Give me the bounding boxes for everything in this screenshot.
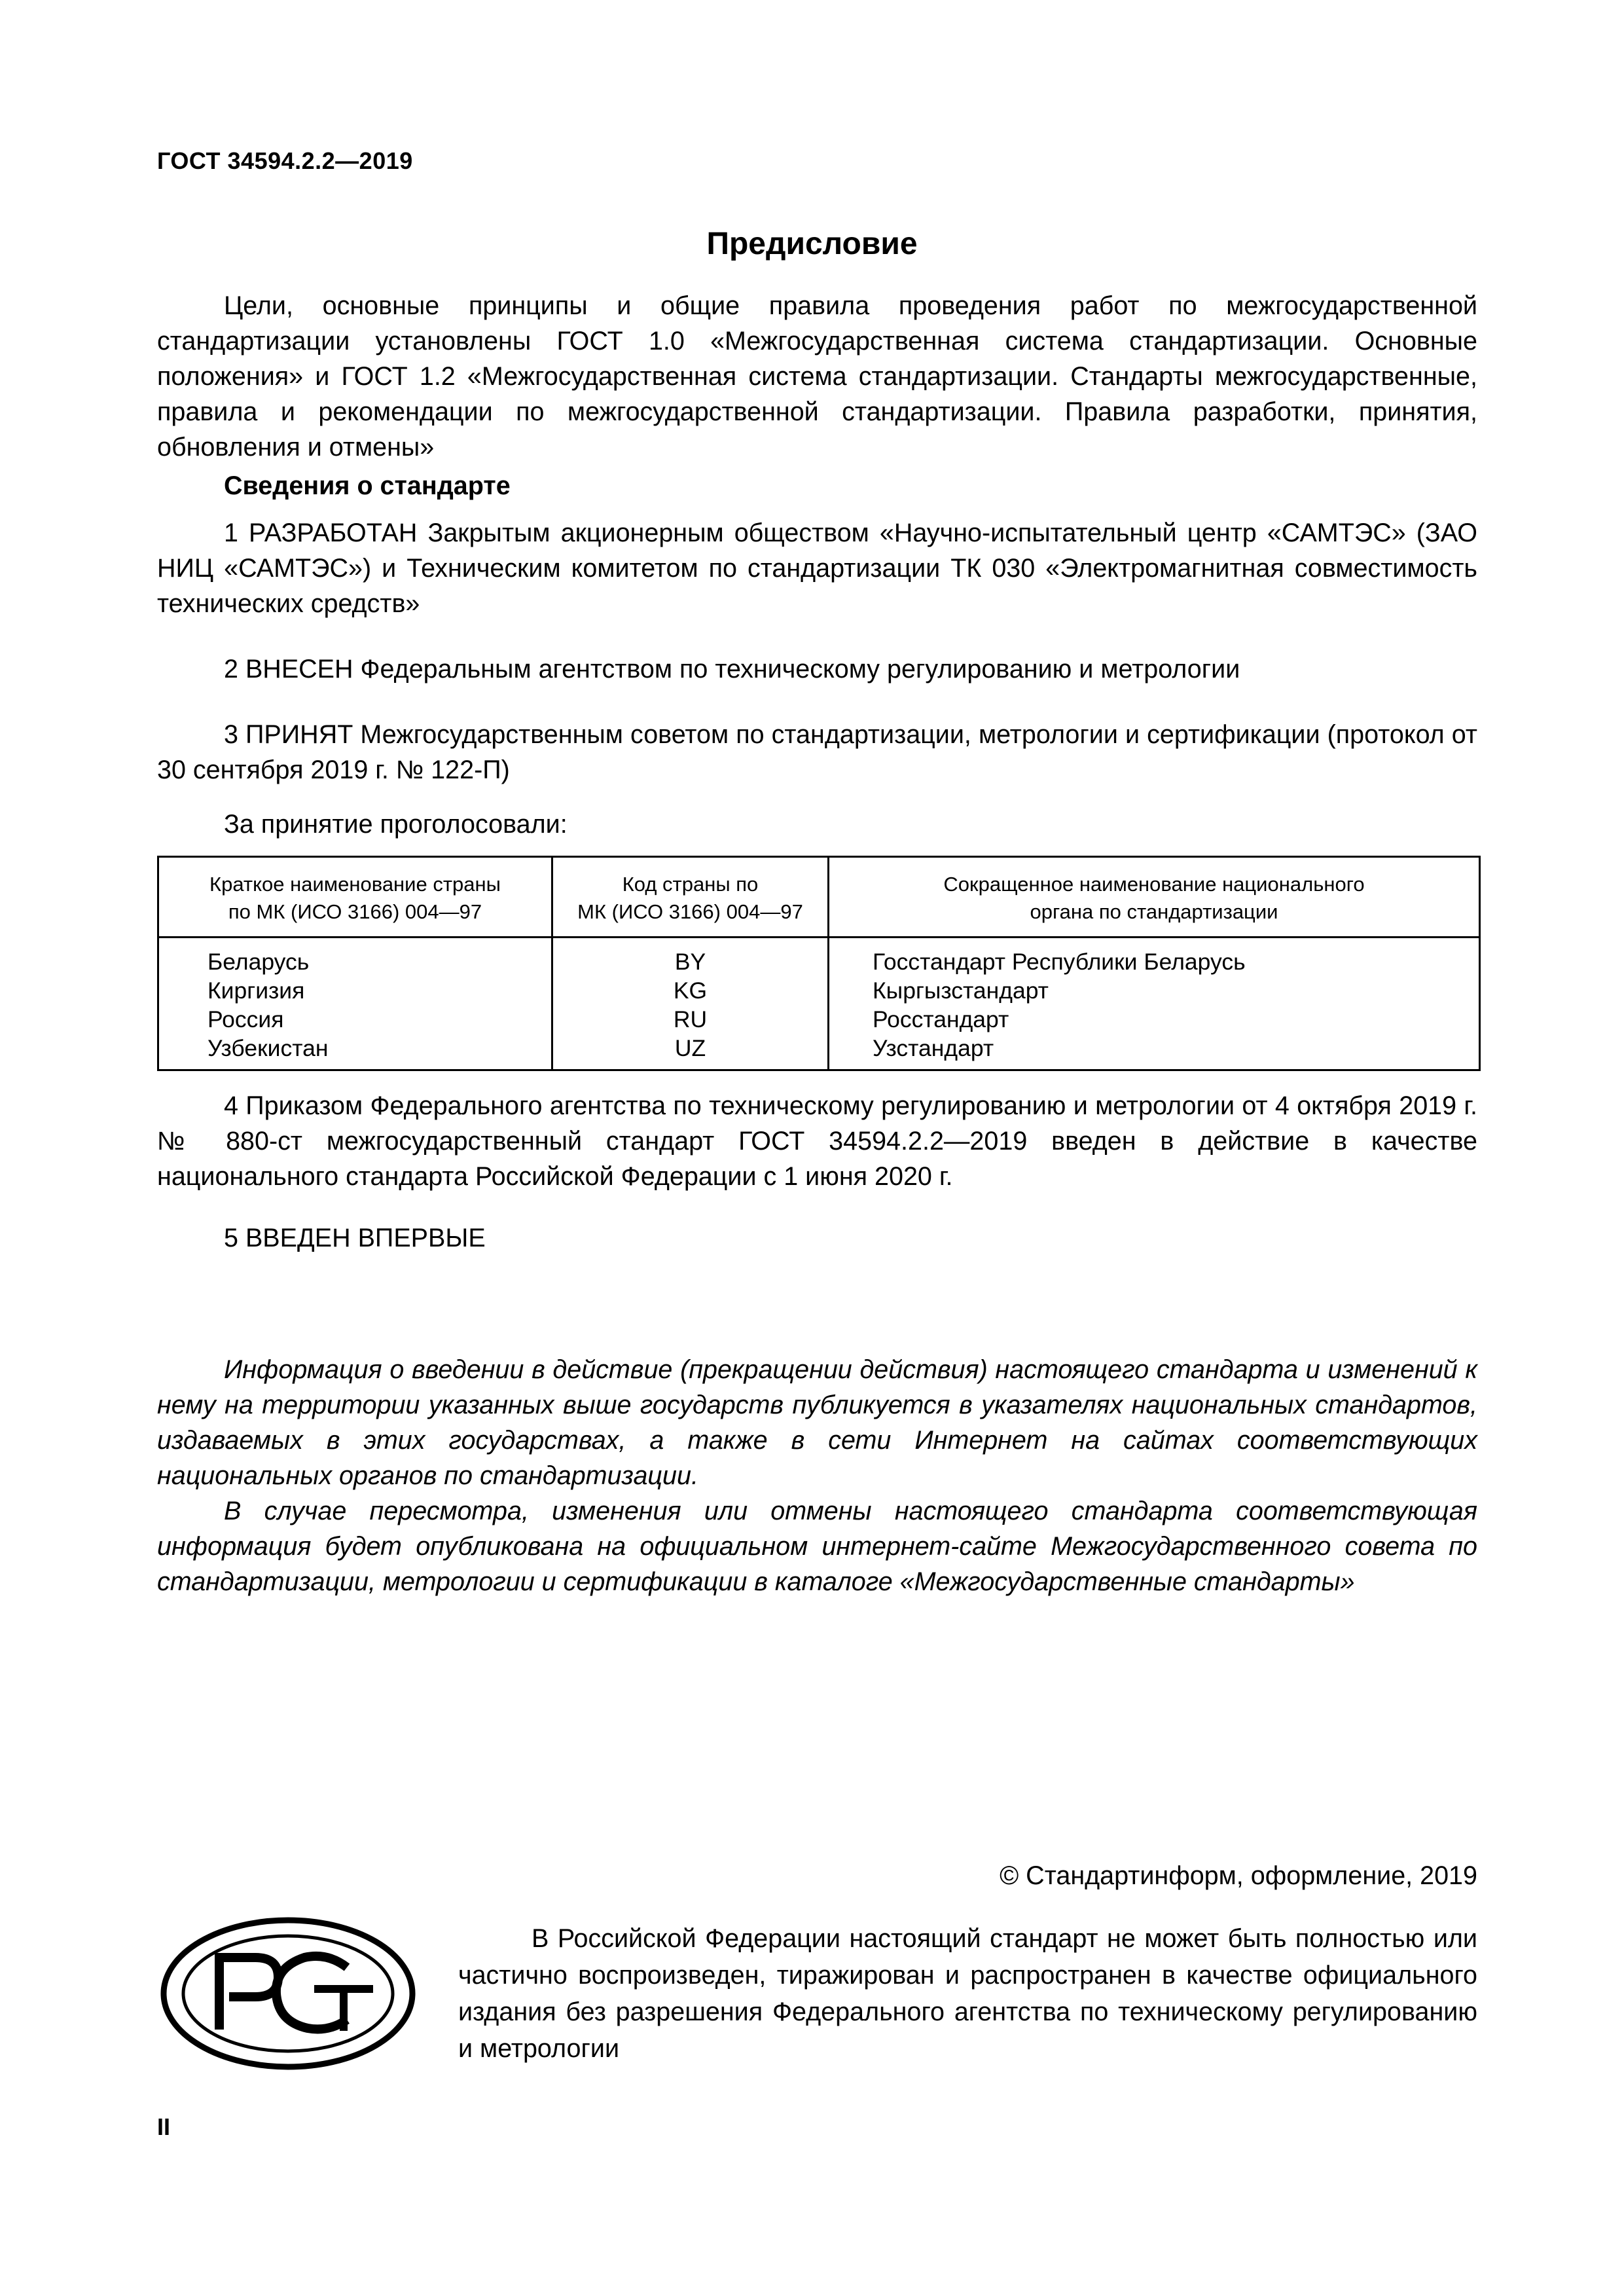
country-code: BY bbox=[674, 949, 706, 975]
country-name: Узбекистан bbox=[208, 1035, 329, 1061]
italic-note-2-text: В случае пересмотра, изменения или отмены настоящего стандарта соответствующая информация будет опубликована на официальном интернет-сайте Межгосударственного совета по стандартизации, метрологии и сертификации в каталоге «Межгосударственные стандарты» bbox=[157, 1497, 1477, 1596]
national-body: Росстандарт bbox=[873, 1006, 1009, 1032]
header-code-line-1: Код страны по bbox=[622, 873, 759, 896]
item-4-paragraph bbox=[157, 1088, 1477, 1194]
item-2-paragraph: 2 ВНЕСЕН Федеральным агентством по техническому регулированию и метрологии bbox=[224, 655, 1240, 683]
country-name: Россия bbox=[208, 1006, 284, 1032]
voted-label: За принятие проголосовали: bbox=[224, 810, 568, 839]
national-bodies-cell bbox=[829, 938, 1480, 1070]
header-code-line-2: МК (ИСО 3166) 004—97 bbox=[577, 900, 803, 923]
header-national-body bbox=[829, 857, 1480, 938]
copyright-notice-text: В Российской Федерации настоящий стандарт не может быть полностью или частично воспроизведен, тиражирован и распространен в качестве официального издания без разрешения Федерального агентства по техническому регулированию и метрологии bbox=[458, 1924, 1477, 2063]
page-title: Предисловие bbox=[706, 227, 918, 261]
page-number: II bbox=[157, 2113, 171, 2140]
national-body: Госстандарт Республики Беларусь bbox=[873, 949, 1246, 975]
header-country-name bbox=[158, 857, 552, 938]
item-5-paragraph: 5 ВВЕДЕН ВПЕРВЫЕ bbox=[224, 1224, 486, 1252]
item-4-text: 4 Приказом Федерального агентства по техническому регулированию и метрологии от 4 октября 2019 г. № 880-ст межгосударственный стандарт ГОСТ 34594.2.2—2019 введен в действие в качестве национального стандарта Российской Федерации с 1 июня 2020 г. bbox=[157, 1091, 1477, 1191]
item-1-paragraph bbox=[157, 515, 1477, 621]
country-code: UZ bbox=[674, 1035, 706, 1061]
intro-paragraph bbox=[157, 288, 1477, 465]
item-3-paragraph bbox=[157, 717, 1477, 788]
country-name: Беларусь bbox=[208, 949, 310, 975]
voting-countries-table bbox=[157, 856, 1481, 1071]
document-header-id: ГОСТ 34594.2.2—2019 bbox=[157, 147, 413, 174]
italic-note-1-text: Информация о введении в действие (прекращении действия) настоящего стандарта и изменений к нему на территории указанных выше государств публикуется в указателях национальных стандартов, издаваемых в этих государствах, а также в сети Интернет на сайтах соответствующих национальных органов по стандартизации. bbox=[157, 1355, 1477, 1490]
italic-note-2 bbox=[157, 1493, 1477, 1599]
italic-note-1 bbox=[157, 1352, 1477, 1493]
national-body: Кыргызстандарт bbox=[873, 977, 1049, 1004]
country-codes-cell bbox=[552, 938, 829, 1070]
item-1-text: 1 РАЗРАБОТАН Закрытым акционерным обществом «Научно-испытательный центр «САМТЭС» (ЗАО НИЦ «САМТЭС») и Техническим комитетом по стандартизации ТК 030 «Электромагнитная совместимость технических средств» bbox=[157, 519, 1477, 618]
intro-text: Цели, основные принципы и общие правила проведения работ по межгосударственной стандартизации установлены ГОСТ 1.0 «Межгосударственная система стандартизации. Основные положения» и ГОСТ 1.2 «Межгосударственная система стандартизации. Стандарты межгосударственные, правила и рекомендации по межгосударственной стандартизации. Правила разработки, принятия, обновления и отмены» bbox=[157, 291, 1477, 462]
country-names-cell bbox=[158, 938, 552, 1070]
table-header-row bbox=[158, 857, 1480, 938]
header-body-line-1: Сокращенное наименование национального bbox=[943, 873, 1365, 896]
country-code: KG bbox=[673, 977, 708, 1004]
item-3-text: 3 ПРИНЯТ Межгосударственным советом по стандартизации, метрологии и сертификации (протокол от 30 сентября 2019 г. № 122-П) bbox=[157, 720, 1477, 784]
header-country-line-1: Краткое наименование страны bbox=[209, 873, 501, 896]
copyright-line: © Стандартинформ, оформление, 2019 bbox=[1000, 1861, 1477, 1890]
national-body: Узстандарт bbox=[873, 1035, 994, 1061]
standard-info-heading: Сведения о стандарте bbox=[224, 471, 511, 500]
country-code: RU bbox=[673, 1006, 708, 1032]
header-country-line-2: по МК (ИСО 3166) 004—97 bbox=[228, 900, 482, 923]
header-body-line-2: органа по стандартизации bbox=[1030, 900, 1278, 923]
table-body-row bbox=[158, 938, 1480, 1070]
rst-certification-mark-icon bbox=[157, 1912, 419, 2079]
copyright-notice bbox=[458, 1920, 1477, 2067]
country-name: Киргизия bbox=[208, 977, 305, 1004]
header-country-code bbox=[552, 857, 829, 938]
